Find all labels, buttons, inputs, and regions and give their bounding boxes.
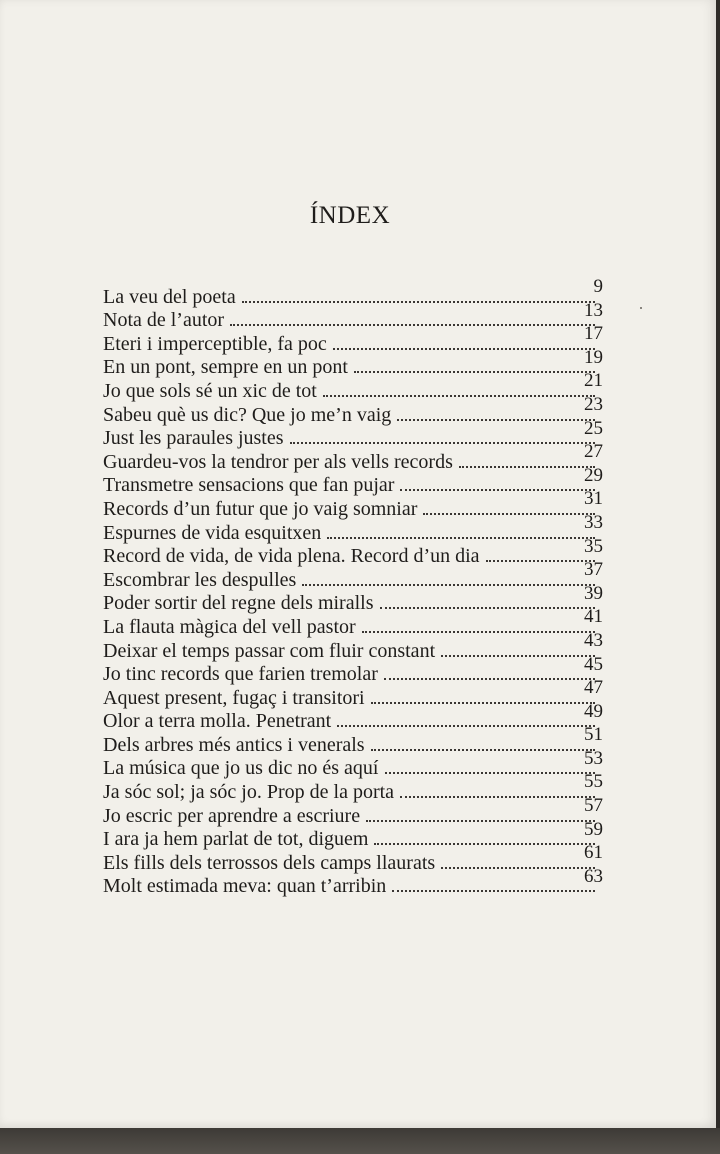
toc-entry-title: Records d’un futur que jo vaig somniar [103, 497, 418, 520]
dot-leader [354, 371, 595, 373]
dot-leader [337, 725, 595, 727]
toc-entry-page-number: 37 [584, 559, 603, 581]
dot-leader [362, 631, 595, 633]
toc-entry-page-number: 47 [584, 677, 603, 699]
toc-entry [103, 299, 603, 332]
toc-entry-title: Nota de l’autor [103, 309, 225, 332]
dot-leader [333, 348, 595, 350]
toc-entry-page-number: 27 [584, 441, 603, 463]
toc-entry-title: Transmetre sensacions que fan pujar [103, 474, 395, 497]
toc-entry-page-number: 55 [584, 771, 603, 793]
toc-entry-page-number: 35 [584, 535, 603, 557]
toc-entry [103, 700, 603, 733]
toc-entry-title: Jo que sols sé un xic de tot [103, 379, 317, 402]
toc-entry-title: Ja sóc sol; ja sóc jo. Prop de la porta [103, 781, 395, 804]
toc-entry-page-number: 9 [593, 276, 603, 297]
toc-entry [103, 488, 603, 520]
toc-entry-title: Poder sortir del regne dels miralls [103, 592, 374, 615]
toc-entry-title: Deixar el temps passar com fluir constant [103, 639, 436, 662]
dot-leader [327, 537, 595, 539]
toc-entry [103, 653, 603, 686]
dot-leader [385, 772, 596, 774]
toc-entry-page-number: 17 [584, 323, 603, 345]
toc-entry-page-number: 33 [584, 511, 603, 533]
dot-leader [441, 867, 595, 869]
toc-entry-page-number: 39 [584, 582, 603, 604]
toc-entry [103, 370, 603, 402]
toc-entry [103, 511, 603, 544]
toc-entry [103, 677, 603, 709]
toc-entry-page-number: 61 [584, 842, 603, 864]
dot-leader [374, 843, 595, 845]
toc-entry-title: En un pont, sempre en un pont [103, 356, 348, 379]
dot-leader [371, 702, 595, 704]
paper-speck [640, 307, 642, 309]
toc-entry-title: Espurnes de vida esquitxen [103, 521, 322, 544]
toc-entry-page-number: 63 [584, 865, 603, 887]
toc-entry [103, 276, 603, 308]
toc-entry-title: Record de vida, de vida plena. Record d’un dia [103, 545, 480, 568]
dot-leader [441, 655, 595, 657]
toc-entry [103, 559, 603, 591]
toc-entry-page-number: 43 [584, 629, 603, 651]
toc-entry [103, 795, 603, 827]
page-edge-right [716, 0, 720, 1154]
toc-entry-title: Olor a terra molla. Penetrant [103, 710, 332, 733]
toc-entry-page-number: 25 [584, 417, 603, 439]
toc-entry [103, 606, 603, 638]
toc-entry-page-number: 29 [584, 464, 603, 486]
toc-entry-title: Just les paraules justes [103, 427, 284, 450]
toc-entry [103, 771, 603, 804]
toc-entry-title: Aquest present, fugaç i transitori [103, 686, 365, 709]
toc-entry-title: Jo escric per aprendre a escriure [103, 804, 361, 827]
toc-entry [103, 818, 603, 851]
toc-entry-page-number: 19 [584, 346, 603, 368]
toc-entry-title: Molt estimada meva: quan t’arribin [103, 875, 387, 898]
dot-leader [423, 513, 595, 515]
dot-leader [230, 324, 595, 326]
toc-entry-title: La veu del poeta [103, 285, 236, 308]
dot-leader [384, 678, 595, 680]
dot-leader [371, 749, 595, 751]
toc-entry-title: Dels arbres més antics i venerals [103, 733, 365, 756]
toc-entry [103, 393, 603, 426]
dot-leader [400, 796, 595, 798]
toc-entry-title: I ara ja hem parlat de tot, diguem [103, 828, 369, 851]
toc-entry-title: Escombrar les despulles [103, 568, 297, 591]
toc-entry-page-number: 49 [584, 700, 603, 722]
toc-entry-page-number: 41 [584, 606, 603, 628]
page-edge-bottom [0, 1128, 720, 1154]
toc-entry-title: Els fills dels terrossos dels camps llaurats [103, 851, 436, 874]
toc-entry [103, 842, 603, 874]
toc-entry-page-number: 23 [584, 393, 603, 415]
toc-entry-page-number: 57 [584, 795, 603, 817]
toc-entry-page-number: 51 [584, 724, 603, 746]
toc-entry [103, 747, 603, 780]
toc-entry [103, 417, 603, 450]
dot-leader [397, 419, 595, 421]
toc-entry-title: La flauta màgica del vell pastor [103, 615, 356, 638]
toc-entry-title: Eteri i imperceptible, fa poc [103, 332, 327, 355]
toc-entry [103, 629, 603, 662]
dot-leader [290, 442, 595, 444]
toc-entry [103, 865, 603, 898]
dot-leader [400, 489, 595, 491]
toc-entry-title: Jo tinc records que farien tremolar [103, 663, 378, 686]
toc-entry-title: La música que jo us dic no és aquí [103, 757, 379, 780]
toc-entry-page-number: 31 [584, 488, 603, 510]
toc-entry [103, 464, 603, 497]
table-of-contents [103, 276, 603, 898]
toc-entry-page-number: 59 [584, 818, 603, 840]
dot-leader [366, 820, 595, 822]
toc-entry-title: Guardeu-vos la tendror per als vells records [103, 450, 453, 473]
toc-entry-page-number: 13 [584, 299, 603, 321]
toc-entry [103, 724, 603, 756]
toc-entry [103, 323, 603, 355]
dot-leader [302, 584, 595, 586]
toc-entry-page-number: 45 [584, 653, 603, 675]
page-title: ÍNDEX [309, 202, 391, 229]
toc-entry-title: Sabeu què us dic? Que jo me’n vaig [103, 403, 392, 426]
toc-entry [103, 582, 603, 615]
toc-entry [103, 441, 603, 473]
toc-entry-page-number: 21 [584, 370, 603, 392]
toc-entry [103, 535, 603, 568]
toc-entry-page-number: 53 [584, 747, 603, 769]
dot-leader [323, 395, 595, 397]
dot-leader [380, 607, 596, 609]
dot-leader [392, 890, 595, 892]
toc-entry [103, 346, 603, 379]
dot-leader [242, 301, 595, 303]
